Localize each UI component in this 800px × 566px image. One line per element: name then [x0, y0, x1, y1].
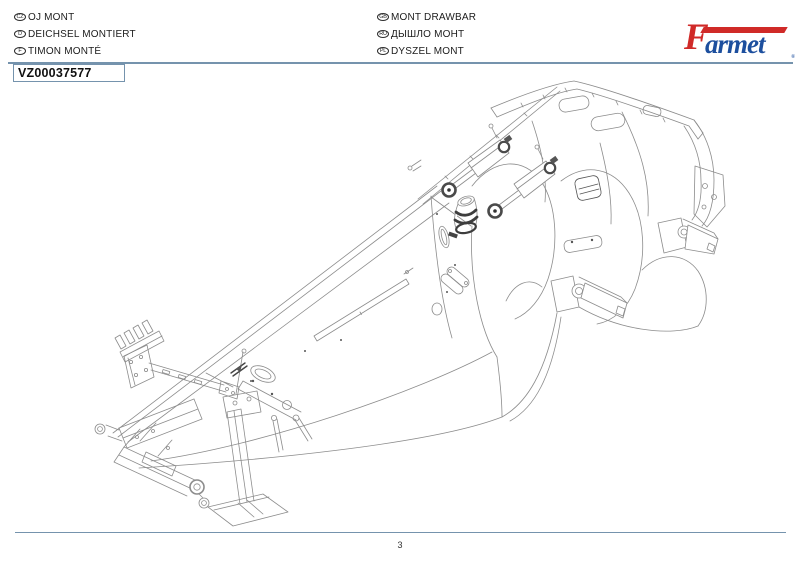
lang-label-text: ДЫШЛО МОНТ — [391, 28, 465, 40]
hose-elbow-fitting — [448, 194, 477, 238]
part-number: VZ00037577 — [18, 66, 92, 80]
lang-label-text: DYSZEL MONT — [391, 45, 464, 57]
lang-code-badge: GB — [377, 13, 389, 21]
lang-code-badge: PL — [377, 47, 389, 55]
parking-stand — [208, 391, 288, 526]
lang-code-badge: D — [14, 30, 26, 38]
hitch-assembly — [95, 399, 209, 508]
registered-mark: ® — [791, 55, 795, 60]
lang-label-text: DEICHSEL MONTIERT — [28, 28, 136, 40]
lang-label-text: TIMON MONTÉ — [28, 45, 102, 57]
page-number: 3 — [397, 540, 403, 550]
lang-code-badge: RU — [377, 30, 389, 38]
lang-label-text: OJ MONT — [28, 11, 75, 23]
hose-holder-comb — [115, 320, 247, 399]
logo-letter-f: F — [684, 17, 709, 58]
lang-code-badge: F — [14, 47, 26, 55]
lang-code-badge: CZ — [14, 13, 26, 21]
footer-divider-line — [15, 532, 786, 533]
hydraulic-cylinder-1 — [443, 124, 513, 197]
drawbar-beam — [113, 186, 502, 461]
lang-label-text: MONT DRAWBAR — [391, 11, 477, 23]
logo-text: armet — [705, 29, 765, 59]
frame-outline — [139, 81, 725, 468]
